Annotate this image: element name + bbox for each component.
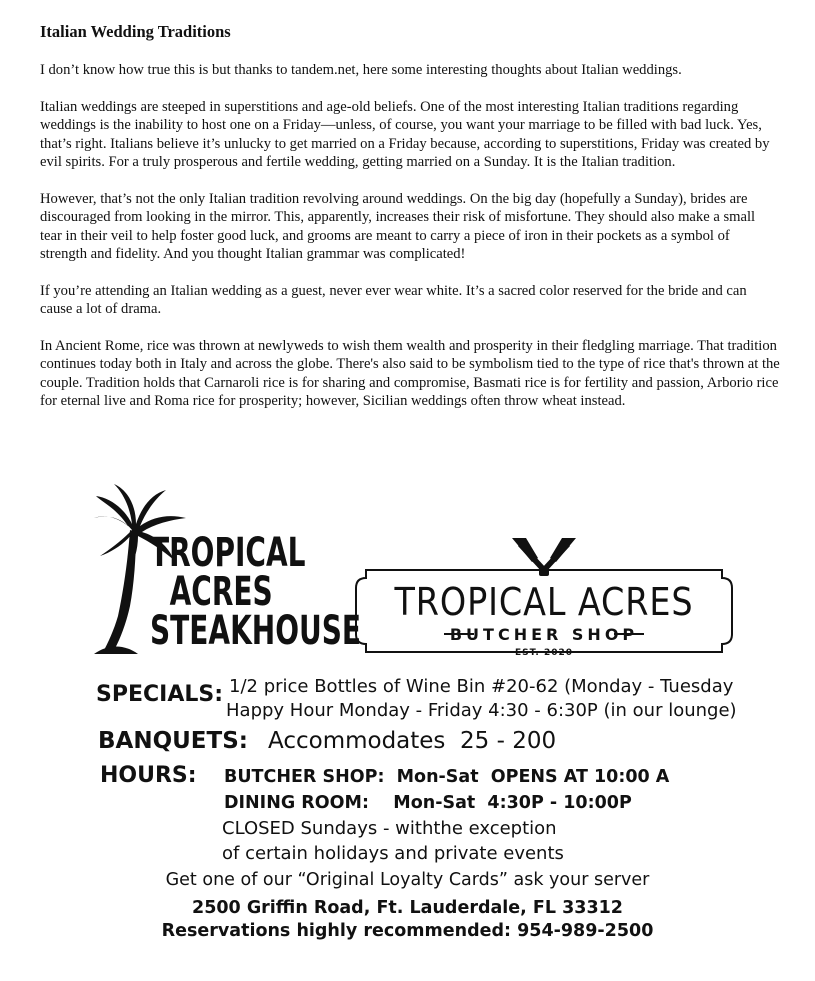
closed-notice-line2: of certain holidays and private events [222,843,564,864]
butcher-shop-logo [346,534,742,664]
butcher-shop-hours: BUTCHER SHOP: Mon-Sat OPENS AT 10:00 A [224,767,670,787]
reservations-phone: Reservations highly recommended: 954-989-2500 [161,921,654,941]
address: 2500 Griffin Road, Ft. Lauderdale, FL 33312 [192,898,623,918]
banquets-capacity: Accommodates 25 - 200 [268,728,557,754]
article-paragraph-friday: Italian weddings are steeped in superstitions and age-old beliefs. One of the most interesting Italian traditions regarding weddings is the inability to host one on a Friday—unless, of course, you want your marriage to be filled with bad luck. Yes, that’s right. Italians believe it’s unlucky to get married on a Friday because, according to superstitions, Friday was created by evil spirits. For a truly prosperous and fertile wedding, getting married on a Sunday. It is the Italian tradition. [40,98,770,170]
hours-label: HOURS: [100,763,197,788]
article-paragraph-white: If you’re attending an Italian wedding as a guest, never ever wear white. It’s a sacred color reserved for the bride and can cause a lot of drama. [40,282,747,317]
closed-notice-line1: CLOSED Sundays - withthe exception [222,818,557,839]
loyalty-card-note: Get one of our “Original Loyalty Cards” ask your server [165,870,650,890]
specials-wine: 1/2 price Bottles of Wine Bin #20-62 (Monday - Tuesday [229,676,734,697]
steakhouse-name [150,530,362,654]
steakhouse-name-line1: TROPICAL [150,530,306,576]
butcher-shop-established: EST. 2020 [514,648,573,658]
butcher-shop-subtitle: BUTCHER SHOP [449,625,639,644]
steakhouse-logo [94,478,362,668]
article-title: Italian Wedding Traditions [40,22,231,41]
article [40,22,780,429]
specials-happy-hour: Happy Hour Monday - Friday 4:30 - 6:30P (in our lounge) [226,700,737,721]
banquets-label: BANQUETS: [98,728,248,754]
steakhouse-name-line2: ACRES [169,569,273,615]
specials-label: SPECIALS: [96,682,224,707]
butcher-shop-name: TROPICAL ACRES [394,580,694,624]
dining-room-hours: DINING ROOM: Mon-Sat 4:30P - 10:00P [224,793,632,813]
article-paragraph-intro: I don’t know how true this is but thanks to tandem.net, here some interesting thoughts about Italian weddings. [40,62,682,78]
article-paragraph-rice: In Ancient Rome, rice was thrown at newlyweds to wish them wealth and prosperity in their fledgling marriage. That tradition continues today both in Italy and across the globe. There's also said to be symbolism tied to the type of rice that's thrown at the couple. Tradition holds that Carnaroli rice is for sharing and compromise, Basmati rice is for fertility and passion, Arborio rice for eternal live and Roma rice for prosperity; however, Sicilian weddings often throw wheat instead. [40,337,780,409]
article-paragraph-traditions: However, that’s not the only Italian tradition revolving around weddings. On the big day (hopefully a Sunday), brides are discouraged from looking in the mirror. This, apparently, increases their risk of misfortune. They should also make a small tear in their veil to help foster good luck, and grooms are meant to carry a piece of iron in their pockets as a symbol of strength and fidelity. And you thought Italian grammar was complicated! [40,190,756,262]
steakhouse-name-line3: STEAKHOUSE [150,608,362,654]
